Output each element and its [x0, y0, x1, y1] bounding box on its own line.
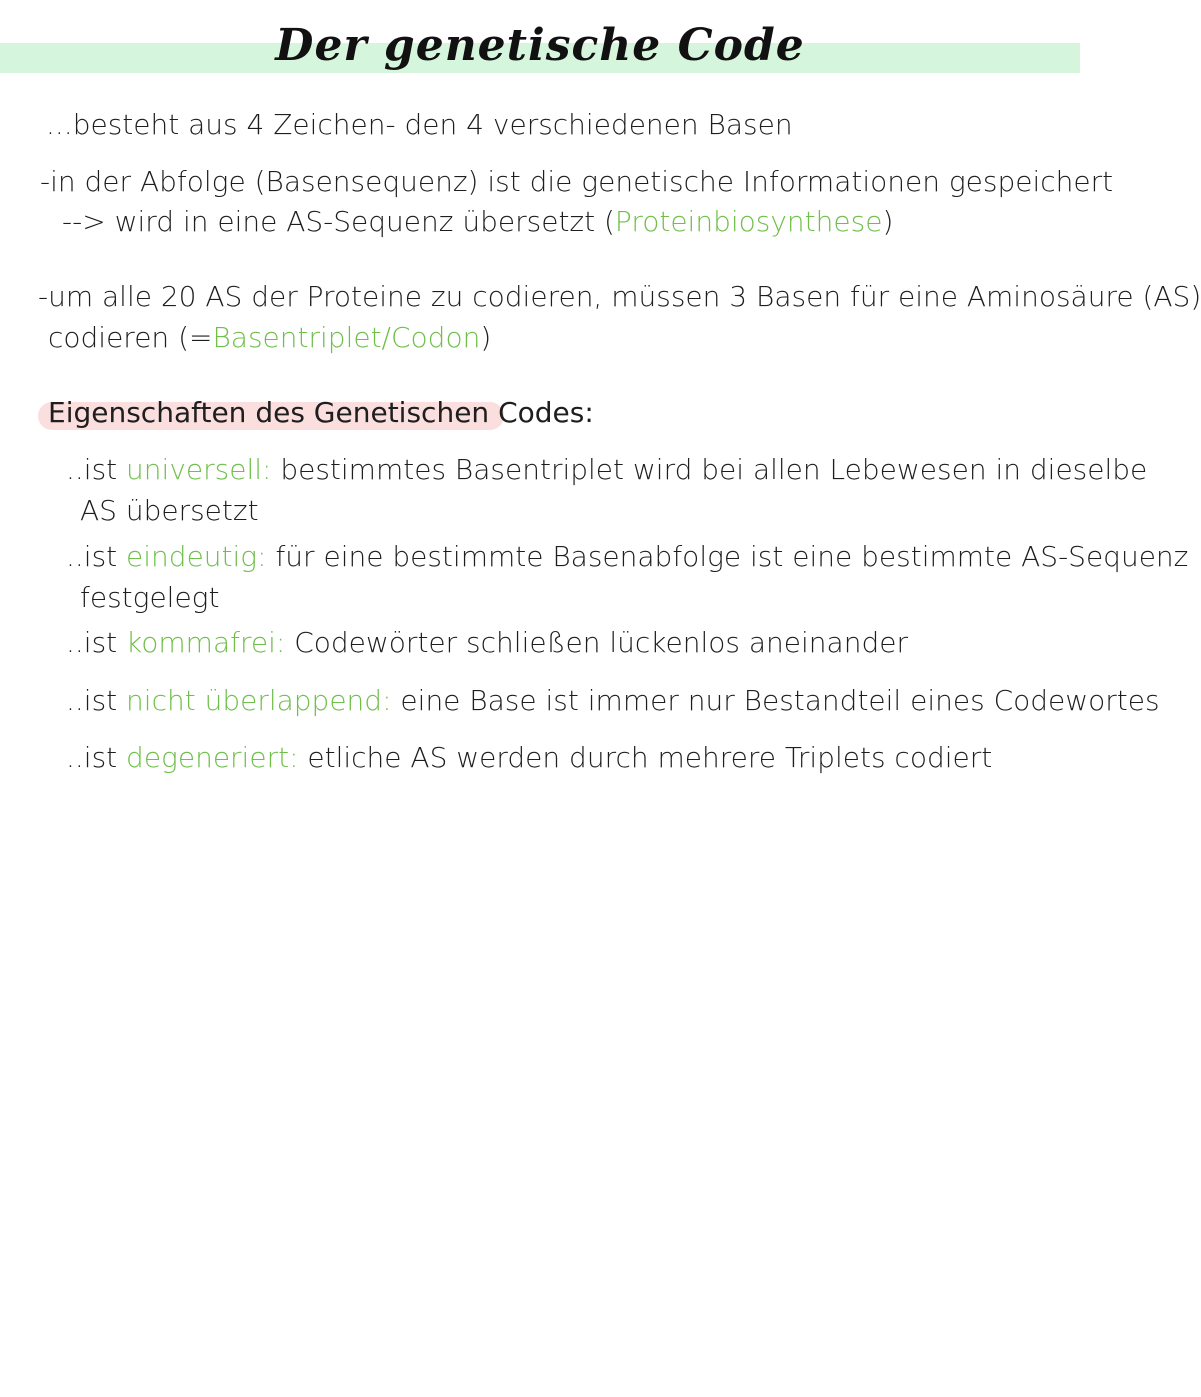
property-term: nicht überlappend — [126, 684, 383, 717]
property-prefix: ..ist — [66, 453, 127, 486]
property-eindeutig-cont: festgelegt — [80, 581, 220, 614]
property-term: universell — [126, 453, 262, 486]
property-colon: : — [257, 540, 267, 573]
property-term: kommafrei — [126, 626, 276, 659]
property-text: für eine bestimmte Basenabfolge ist eine bestimmte AS-Sequenz — [266, 540, 1189, 573]
intro-line-codon-cont — [48, 321, 491, 355]
intro-line-sequence: -in der Abfolge (Basensequenz) ist die genetische Informationen gespeichert — [40, 165, 1114, 198]
property-eindeutig — [66, 540, 1188, 574]
property-text: eine Base ist immer nur Bestandteil eines Codewortes — [391, 684, 1160, 717]
property-prefix: ..ist — [66, 684, 127, 717]
property-universell — [66, 453, 1147, 487]
page-title: Der genetische Code — [275, 20, 805, 71]
property-nicht-ueberlappend — [66, 684, 1160, 718]
property-prefix: ..ist — [66, 741, 127, 774]
property-term: eindeutig — [126, 540, 258, 573]
property-prefix: ..ist — [66, 540, 127, 573]
section-heading-wrap — [42, 396, 594, 430]
term-proteinbiosynthese: Proteinbiosynthese — [614, 205, 883, 238]
codon-prefix: codieren (= — [48, 321, 213, 354]
property-text: bestimmtes Basentriplet wird bei allen Lebewesen in dieselbe — [271, 453, 1148, 486]
property-kommafrei — [66, 626, 908, 660]
property-colon: : — [275, 626, 286, 659]
property-colon: : — [382, 684, 392, 717]
term-basentriplet: Basentriplet/Codon — [212, 321, 481, 354]
property-degeneriert — [66, 741, 992, 775]
codon-suffix: ) — [480, 321, 492, 354]
property-prefix: ..ist — [66, 626, 127, 659]
intro-line-translation — [62, 205, 893, 239]
property-colon: : — [262, 453, 272, 486]
intro-line-bases: ...besteht aus 4 Zeichen- den 4 verschiedenen Basen — [46, 108, 793, 141]
property-text: etliche AS werden durch mehrere Triplets codiert — [298, 741, 993, 774]
property-text: Codewörter schließen lückenlos aneinander — [285, 626, 908, 659]
intro-line-codon: -um alle 20 AS der Proteine zu codieren, müssen 3 Basen für eine Aminosäure (AS) — [38, 280, 1201, 313]
property-colon: : — [289, 741, 299, 774]
translation-suffix: ) — [882, 205, 894, 238]
section-heading: Eigenschaften des Genetischen Codes: — [48, 396, 594, 429]
translation-prefix: --> wird in eine AS-Sequenz übersetzt ( — [62, 205, 615, 238]
property-universell-cont: AS übersetzt — [80, 494, 259, 527]
property-term: degeneriert — [126, 741, 290, 774]
